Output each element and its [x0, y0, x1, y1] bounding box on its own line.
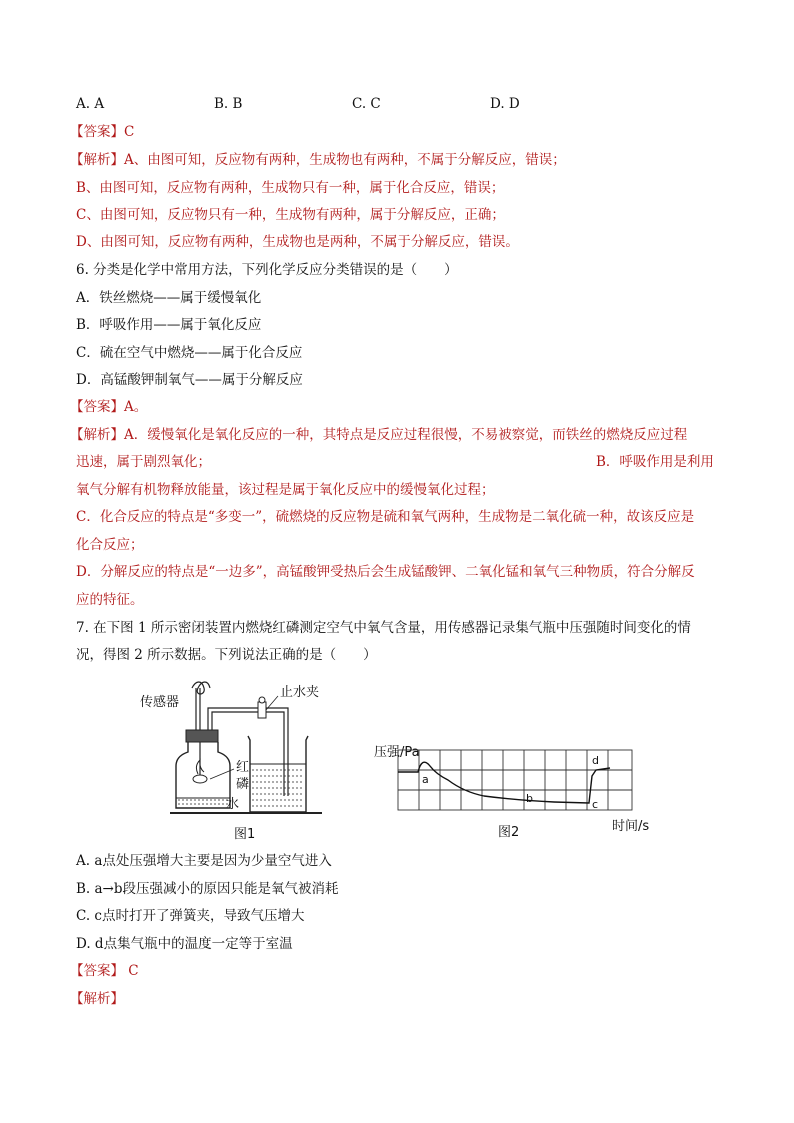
q6-expl-5: C．化合反应的特点是“多变一”，硫燃烧的反应物是硫和氧气两种，生成物是二氧化硫一种，故该反应是 [76, 509, 695, 525]
q7-explanation-tag: 【解析】 [70, 991, 124, 1007]
q6-option-c: C．硫在空气中燃烧——属于化合反应 [76, 345, 303, 361]
clamp-label: 止水夹 [280, 685, 320, 700]
q6-expl-7: D．分解反应的特点是“一边多”，高锰酸钾受热后会生成锰酸钾、二氧化锰和氧气三种物质，符合分解反 [76, 564, 695, 580]
q7-option-b: B. a→b段压强减小的原因只能是氧气被消耗 [76, 881, 339, 897]
option-d: D. D [490, 96, 520, 112]
q5-answer: 【答案】C [70, 124, 135, 140]
q6-expl-4: 氧气分解有机物释放能量，该过程是属于氧化反应中的缓慢氧化过程； [76, 482, 495, 498]
q6-expl-3: B．呼吸作用是利用 [596, 454, 714, 470]
figure-2-pressure-graph [374, 736, 664, 846]
q5-expl-3: C、由图可知，反应物只有一种，生成物有两种，属于分解反应，正确； [76, 207, 505, 223]
q6-option-b: B．呼吸作用——属于氧化反应 [76, 317, 262, 333]
q6-option-d: D．高锰酸钾制氧气——属于分解反应 [76, 372, 303, 388]
q5-expl-4: D、由图可知，反应物有两种，生成物也是两种，不属于分解反应，错误。 [76, 234, 519, 250]
q6-expl-1: 【解析】A．缓慢氧化是氧化反应的一种，其特点是反应过程很慢，不易被察觉，而铁丝的燃烧反应过程 [70, 427, 688, 443]
figure-1-apparatus [130, 666, 350, 846]
graph-ylabel: 压强/Pa [374, 745, 420, 760]
water-label: 水 [226, 797, 240, 812]
graph-xlabel: 时间/s [612, 819, 650, 834]
q7-answer: 【答案】 C [70, 963, 139, 979]
q6-expl-6: 化合反应； [76, 537, 144, 553]
q7-stem-1: 7. 在下图 1 所示密闭装置内燃烧红磷测定空气中氧气含量，用传感器记录集气瓶中压强随时间变化的情 [76, 620, 691, 636]
figure-1-caption: 图1 [234, 827, 256, 842]
option-b: B. B [214, 96, 243, 112]
option-c: C. C [352, 96, 381, 112]
figure-2-caption: 图2 [498, 825, 520, 840]
q7-stem-2: 况，得图 2 所示数据。下列说法正确的是（ ） [76, 647, 377, 663]
q6-expl-8: 应的特征。 [76, 592, 144, 608]
q7-option-a: A. a点处压强增大主要是因为少量空气进入 [76, 853, 332, 869]
q6-stem: 6. 分类是化学中常用方法，下列化学反应分类错误的是（ ） [76, 262, 458, 278]
q5-expl-2: B、由图可知，反应物有两种，生成物只有一种，属于化合反应，错误； [76, 180, 505, 196]
option-a: A. A [76, 96, 105, 112]
phosphorus-label-2: 磷 [236, 777, 250, 792]
sensor-label: 传感器 [140, 695, 180, 710]
phosphorus-label-1: 红 [236, 760, 250, 775]
q6-option-a: A．铁丝燃烧——属于缓慢氧化 [76, 290, 262, 306]
q7-option-c: C. c点时打开了弹簧夹，导致气压增大 [76, 908, 305, 924]
point-d: d [592, 754, 599, 767]
q6-expl-2: 迅速，属于剧烈氧化； [76, 454, 211, 470]
q7-option-d: D. d点集气瓶中的温度一定等于室温 [76, 936, 293, 952]
point-c: c [592, 798, 599, 811]
point-b: b [526, 792, 533, 805]
q6-answer: 【答案】A。 [70, 399, 148, 415]
q5-expl-1: 【解析】A、由图可知，反应物有两种，生成物也有两种，不属于分解反应，错误； [70, 152, 566, 168]
point-a: a [422, 773, 429, 786]
